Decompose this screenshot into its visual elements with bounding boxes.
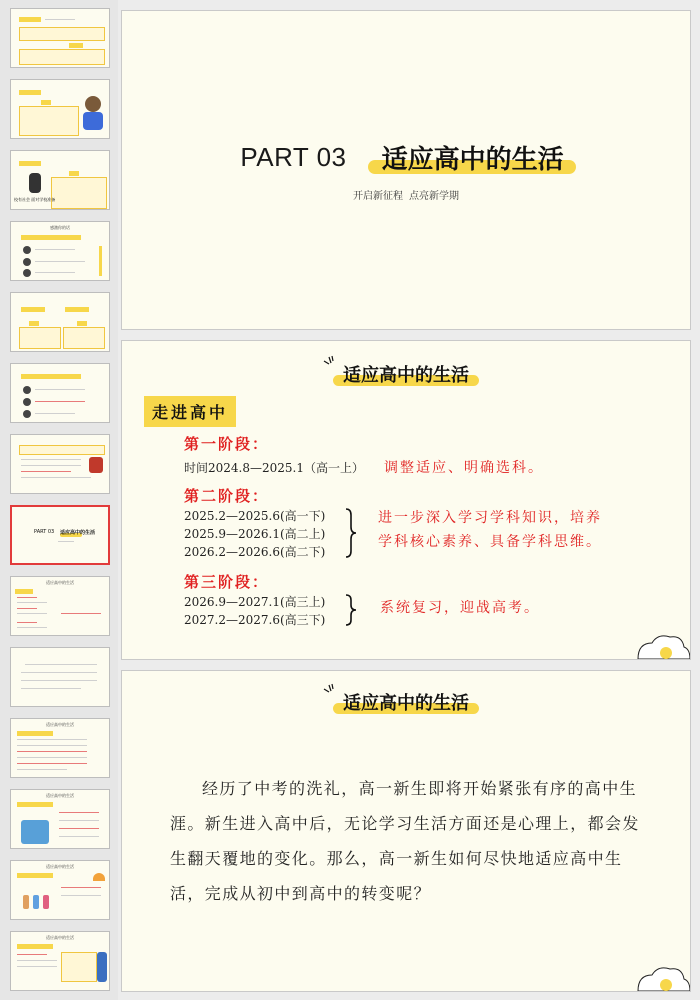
part-heading bbox=[122, 139, 690, 176]
stage-2-time-3: 2026.2—2026.6(高二下) bbox=[184, 545, 326, 559]
sparkle-icon bbox=[323, 355, 335, 367]
slide-thumbnail-9[interactable]: 适应高中的生活 bbox=[10, 576, 110, 636]
slide-thumbnail-8[interactable]: PART 03 适应高中的生活 bbox=[10, 505, 110, 565]
slide-thumbnail-11[interactable]: 适应高中的生活 bbox=[10, 718, 110, 778]
stage-3-label: 第三阶段： bbox=[184, 573, 270, 591]
slide-adaptation-intro[interactable] bbox=[121, 670, 691, 992]
cloud-decoration-icon bbox=[632, 633, 690, 659]
slide-thumbnail-panel bbox=[0, 0, 118, 1000]
intro-paragraph: 经历了中考的洗礼，高一新生即将开始紧张有序的高中生涯。新生进入高中后，无论学习生活方面还是心理上，都会发生翻天覆地的变化。那么，高一新生如何尽快地适应高中生活，完成从初中到高中的转变呢？ bbox=[170, 779, 640, 903]
slide-thumbnail-6[interactable] bbox=[10, 363, 110, 423]
stage-1-time: 时间2024.8—2025.1（高一上） bbox=[184, 461, 364, 475]
slide-high-school-stages[interactable] bbox=[121, 340, 691, 660]
slide-thumbnail-7[interactable] bbox=[10, 434, 110, 494]
slide-thumbnail-13[interactable]: 适应高中的生活 bbox=[10, 860, 110, 920]
stage-2-note-line-1: 进一步深入学习学科知识，培养 bbox=[378, 510, 602, 526]
section-tag: 走进高中 bbox=[144, 396, 236, 427]
stage-3-note: 系统复习，迎战高考。 bbox=[380, 600, 540, 616]
stage-3-time-1: 2026.9—2027.1(高三上) bbox=[184, 595, 326, 609]
stage-2-time-2: 2025.9—2026.1(高二上) bbox=[184, 527, 326, 541]
slide-thumbnail-3[interactable]: 校有社会 面对学校准备 bbox=[10, 150, 110, 210]
slide-thumbnail-12[interactable]: 适应高中的生活 bbox=[10, 789, 110, 849]
stage-1-label: 第一阶段： bbox=[184, 435, 270, 453]
stage-1-note: 调整适应、明确选科。 bbox=[384, 460, 544, 476]
slide-thumbnail-4[interactable]: 感激你的话 bbox=[10, 221, 110, 281]
part-label: PART 03 bbox=[240, 142, 347, 172]
cloud-decoration-icon bbox=[632, 965, 690, 991]
slide-thumbnail-14[interactable]: 适应高中的生活 bbox=[10, 931, 110, 991]
part-subtitle: 开启新征程 点亮新学期 bbox=[353, 191, 459, 202]
slide-title: 适应高中的生活 bbox=[122, 689, 690, 715]
stage-3-brace bbox=[344, 593, 358, 627]
stage-2-brace bbox=[344, 507, 358, 559]
stage-3-time-2: 2027.2—2027.6(高三下) bbox=[184, 613, 326, 627]
stage-2-label: 第二阶段： bbox=[184, 487, 270, 505]
slide-part-03[interactable] bbox=[121, 10, 691, 330]
slide-thumbnail-1[interactable] bbox=[10, 8, 110, 68]
slide-thumbnail-5[interactable] bbox=[10, 292, 110, 352]
stage-2-note-line-2: 学科核心素养、具备学科思维。 bbox=[378, 534, 602, 550]
part-title: 适应高中的生活 bbox=[374, 139, 572, 176]
sparkle-icon bbox=[323, 683, 335, 695]
slide-thumbnail-10[interactable] bbox=[10, 647, 110, 707]
slide-title: 适应高中的生活 bbox=[122, 361, 690, 387]
stage-2-time-1: 2025.2—2025.6(高一下) bbox=[184, 509, 326, 523]
slide-thumbnail-2[interactable] bbox=[10, 79, 110, 139]
